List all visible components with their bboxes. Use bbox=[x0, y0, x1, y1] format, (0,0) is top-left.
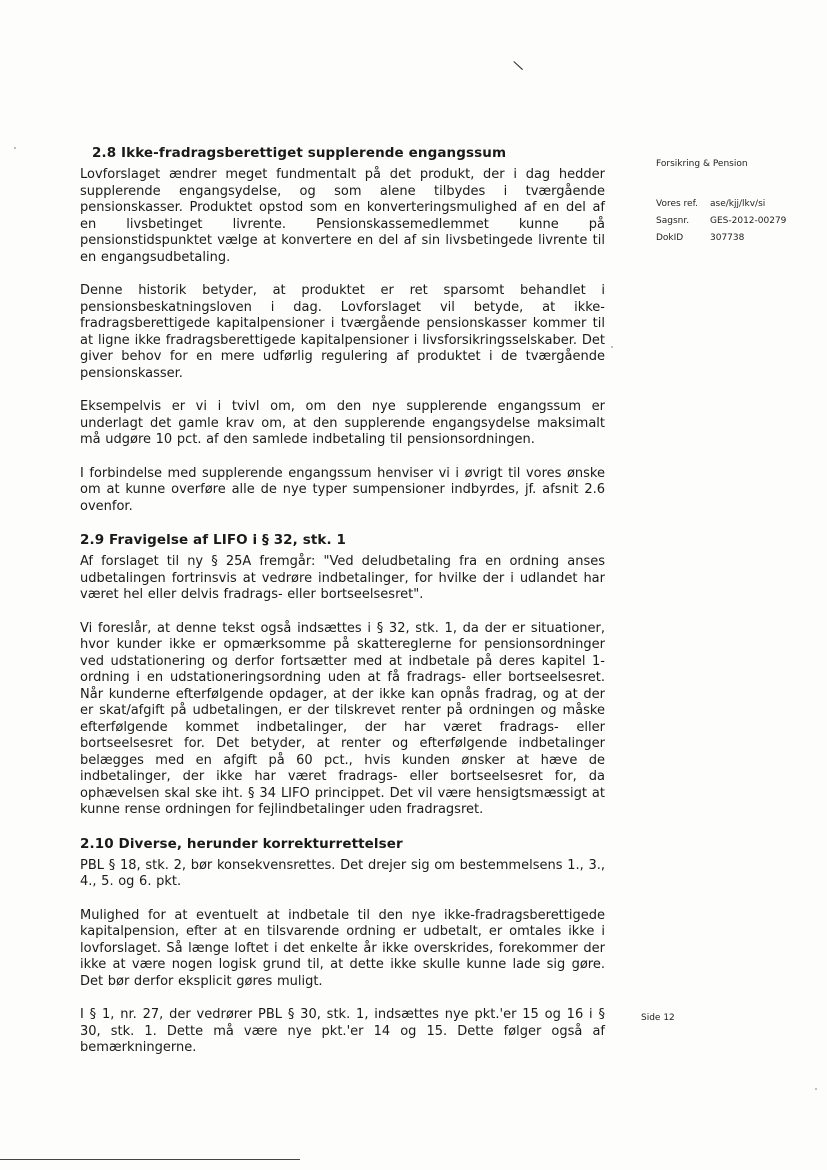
section-2-8 bbox=[80, 145, 605, 515]
paragraph: Mulighed for at eventuelt at indbetale til den nye ikke-fradragsberettigede kapitalpension, efter at en tilsvarende ordning er udbetalt, er omtales ikke i lovforslaget. Så længe loftet i det enkelte år ikke overskrides, forekommer der ikke at være nogen logisk grund til, at dette ikke skulle kunne lade sig gøre. Det bør derfor eksplicit gøres muligt. bbox=[80, 907, 605, 989]
meta-value: GES-2012-00279 bbox=[710, 216, 787, 226]
footer-rule bbox=[0, 1159, 300, 1160]
section-2-9 bbox=[80, 532, 605, 819]
paragraph: Vi foreslår, at denne tekst også indsættes i § 32, stk. 1, da der er situationer, hvor kunder ikke er opmærksomme på skattereglerne for pensionsordninger ved udstationering og derfor fortsætter med at indbetale på deres kapitel 1-ordning i en udstationeringsordning uden at få fradrags- eller bortseelsesret. Når kunderne efterfølgende opdager, at der ikke kan opnås fradrag, og at der er skat/afgift på udbetalingen, er der tilskrevet renter på ordningen og måske efterfølgende kommet indbetalinger, der har været fradrags- eller bortseelsesret for. Det betyder, at renter og efterfølgende indbetalinger belægges med en afgift på 60 pct., hvis kunden ønsker at hæve de indbetalinger, der ikke har været fradrags- eller bortseelsesret for, da ophævelsen skal ske iht. § 34 LIFO princippet. Det vil være hensigtsmæssigt at kunne rense ordningen for fejlindbetalinger uden fradragsret. bbox=[80, 620, 605, 817]
paragraph: Eksempelvis er vi i tvivl om, om den nye supplerende engangssum er underlagt det gamle krav om, at den supplerende engangsydelse maksimalt må udgøre 10 pct. af den samlede indbetaling til pensionsordningen. bbox=[80, 399, 605, 447]
meta-row-ref bbox=[656, 196, 816, 213]
paragraph: I forbindelse med supplerende engangssum henviser vi i øvrigt til vores ønske om at kunne overføre alle de nye typer sumpensioner indbyrdes, jf. afsnit 2.6 ovenfor. bbox=[80, 465, 605, 514]
scan-mark: \ bbox=[512, 57, 525, 75]
paragraph: PBL § 18, stk. 2, bør konsekvensrettes. Det drejer sig om bestemmelsens 1., 3., 4., 5. og 6. pkt. bbox=[80, 857, 605, 889]
section-2-10 bbox=[80, 836, 605, 1057]
page-number: Side 12 bbox=[641, 1013, 675, 1023]
scan-speck bbox=[14, 147, 16, 149]
paragraph: Denne historik betyder, at produktet er ret sparsomt behandlet i pensionsbeskatningsloven i dag. Lovforslaget vil betyde, at ikke-fradragsberettigede kapitalpensioner i tværgående pensionskasser kommer til at ligne ikke fradragsberettigede kapitalpensioner i livsforsikringsselskaber. Det giver behov for en mere udførlig regulering af produktet i de tværgående pensionskasser. bbox=[80, 283, 605, 381]
meta-row-sagsnr bbox=[656, 213, 816, 230]
paragraph: Lovforslaget ændrer meget fundmentalt på det produkt, der i dag hedder supplerende engangsydelse, og som alene tilbydes i tværgående pensionskasser. Produktet opstod som en konverteringsmulighed af en del af en livsbetinget livrente. Pensionskassemedlemmet kunne på pensionstidspunktet vælge at konvertere en del af sin livsbetingede livrente til en engangsudbetaling. bbox=[80, 167, 605, 265]
paragraph: Af forslaget til ny § 25A fremgår: "Ved deludbetaling fra en ordning anses udbetalingen fortrinsvis at vedrøre indbetalinger, for hvilke der i udlandet har været hel eller delvis fradrags- eller bortseelsesret". bbox=[80, 554, 605, 602]
meta-label: Vores ref. bbox=[656, 199, 698, 209]
section-heading: 2.8 Ikke-fradragsberettiget supplerende engangssum bbox=[92, 145, 507, 161]
paragraph: I § 1, nr. 27, der vedrører PBL § 30, stk. 1, indsættes nye pkt.'er 15 og 16 i § 30, stk. 1. Dette må være nye pkt.'er 14 og 15. Dette følger også af bemærkningerne. bbox=[80, 1007, 605, 1055]
meta-label: DokID bbox=[656, 233, 684, 243]
meta-label: Sagsnr. bbox=[656, 216, 690, 226]
scan-speck bbox=[611, 346, 613, 348]
document-body bbox=[80, 145, 605, 1074]
meta-row-dokid bbox=[656, 230, 816, 247]
letterhead-sidebar bbox=[656, 159, 816, 247]
meta-value: ase/kjj/lkv/si bbox=[710, 199, 766, 209]
meta-value: 307738 bbox=[710, 233, 745, 243]
company-name: Forsikring & Pension bbox=[656, 159, 748, 169]
section-heading: 2.10 Diverse, herunder korrekturrettelser bbox=[80, 835, 403, 852]
scan-speck bbox=[815, 1088, 817, 1090]
section-heading: 2.9 Fravigelse af LIFO i § 32, stk. 1 bbox=[80, 532, 346, 548]
